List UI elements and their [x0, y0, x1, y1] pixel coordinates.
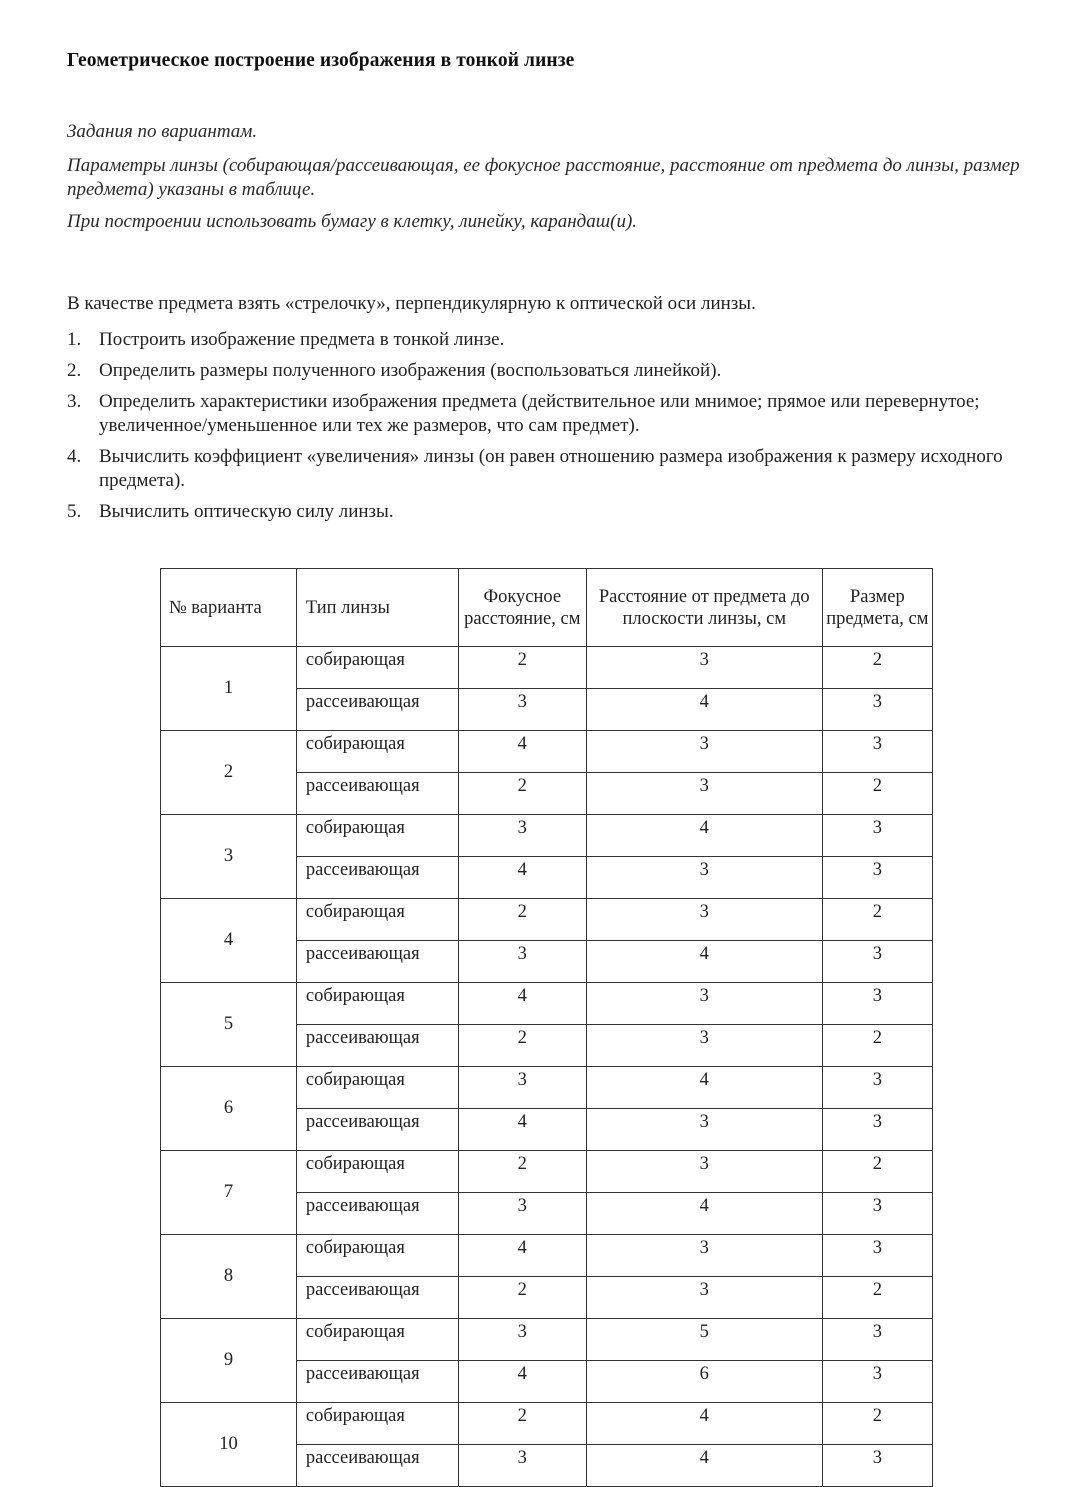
lens-type-cell: рассеивающая [296, 1445, 458, 1487]
variant-number-cell: 7 [161, 1151, 297, 1235]
table-row [161, 1067, 933, 1109]
object-size-cell: 3 [822, 731, 932, 773]
object-size-cell: 3 [822, 1445, 932, 1487]
task-text: Построить изображение предмета в тонкой линзе. [99, 329, 505, 350]
lens-type-cell: собирающая [296, 899, 458, 941]
header-variant: № варианта [161, 569, 297, 647]
focal-length-cell: 2 [458, 773, 586, 815]
table-row [161, 815, 933, 857]
lens-type-cell: собирающая [296, 1319, 458, 1361]
table-header-row [161, 569, 933, 647]
lead-paragraph: В качестве предмета взять «стрелочку», перпендикулярную к оптической оси линзы. [67, 293, 756, 314]
table-row [161, 1403, 933, 1445]
object-distance-cell: 4 [586, 1445, 822, 1487]
object-size-cell: 3 [822, 857, 932, 899]
object-distance-cell: 3 [586, 857, 822, 899]
variant-number-cell: 4 [161, 899, 297, 983]
task-text: Определить размеры полученного изображения (воспользоваться линейкой). [99, 360, 722, 381]
object-size-cell: 3 [822, 1361, 932, 1403]
task-text: Вычислить оптическую силу линзы. [99, 501, 394, 522]
object-distance-cell: 4 [586, 941, 822, 983]
lens-type-cell: собирающая [296, 1151, 458, 1193]
table-row [161, 899, 933, 941]
focal-length-cell: 3 [458, 1193, 586, 1235]
focal-length-cell: 4 [458, 1109, 586, 1151]
lens-type-cell: рассеивающая [296, 1025, 458, 1067]
task-item [67, 328, 1017, 352]
intro-line: При построении использовать бумагу в клетку, линейку, карандаш(и). [67, 211, 638, 232]
lens-type-cell: рассеивающая [296, 1109, 458, 1151]
lens-type-cell: рассеивающая [296, 1193, 458, 1235]
variant-number-cell: 3 [161, 815, 297, 899]
task-number: 2. [67, 360, 82, 381]
focal-length-cell: 3 [458, 941, 586, 983]
task-item [67, 359, 1017, 383]
table-row [161, 983, 933, 1025]
object-size-cell: 3 [822, 689, 932, 731]
lens-type-cell: собирающая [296, 647, 458, 689]
header-lens-type: Тип линзы [296, 569, 458, 647]
object-distance-cell: 6 [586, 1361, 822, 1403]
table-row [161, 1151, 933, 1193]
document-title: Геометрическое построение изображения в тонкой линзе [67, 50, 575, 71]
object-size-cell: 2 [822, 773, 932, 815]
lens-type-cell: собирающая [296, 1067, 458, 1109]
object-distance-cell: 3 [586, 899, 822, 941]
object-distance-cell: 3 [586, 647, 822, 689]
focal-length-cell: 2 [458, 647, 586, 689]
intro-line: Задания по вариантам. [67, 121, 258, 142]
table-row [161, 647, 933, 689]
focal-length-cell: 3 [458, 1445, 586, 1487]
lens-type-cell: рассеивающая [296, 773, 458, 815]
object-distance-cell: 3 [586, 1025, 822, 1067]
intro-line: Параметры линзы (собирающая/рассеивающая, ее фокусное расстояние, расстояние от предмета до линзы, размер предмета) указаны в таблице. [67, 155, 1020, 200]
header-object-distance: Расстояние от предмета до плоскости линзы, см [586, 569, 822, 647]
lens-type-cell: рассеивающая [296, 689, 458, 731]
focal-length-cell: 3 [458, 689, 586, 731]
header-focal-length: Фокусное расстояние, см [458, 569, 586, 647]
task-number: 4. [67, 446, 82, 467]
intro-block [67, 120, 1027, 242]
object-distance-cell: 4 [586, 1193, 822, 1235]
table-body [161, 647, 933, 1487]
focal-length-cell: 3 [458, 1319, 586, 1361]
variant-number-cell: 10 [161, 1403, 297, 1487]
lens-type-cell: собирающая [296, 1403, 458, 1445]
lens-type-cell: собирающая [296, 731, 458, 773]
object-distance-cell: 4 [586, 815, 822, 857]
object-size-cell: 3 [822, 941, 932, 983]
object-size-cell: 2 [822, 647, 932, 689]
focal-length-cell: 4 [458, 731, 586, 773]
variant-number-cell: 9 [161, 1319, 297, 1403]
table-row [161, 1235, 933, 1277]
header-object-size: Размер предмета, см [822, 569, 932, 647]
lens-type-cell: собирающая [296, 983, 458, 1025]
object-distance-cell: 5 [586, 1319, 822, 1361]
object-distance-cell: 3 [586, 1109, 822, 1151]
task-text: Определить характеристики изображения предмета (действительное или мнимое; прямое или перевернутое; увеличенное/уменьшенное или тех же размеров, что сам предмет). [99, 391, 980, 436]
task-item [67, 445, 1017, 493]
task-item [67, 500, 1017, 524]
focal-length-cell: 2 [458, 1151, 586, 1193]
object-distance-cell: 3 [586, 1235, 822, 1277]
object-distance-cell: 4 [586, 689, 822, 731]
object-size-cell: 3 [822, 815, 932, 857]
table-row [161, 1319, 933, 1361]
lens-type-cell: рассеивающая [296, 941, 458, 983]
lens-type-cell: собирающая [296, 1235, 458, 1277]
variant-number-cell: 1 [161, 647, 297, 731]
task-number: 3. [67, 391, 82, 412]
object-size-cell: 3 [822, 1319, 932, 1361]
lens-type-cell: рассеивающая [296, 1277, 458, 1319]
object-size-cell: 3 [822, 1235, 932, 1277]
object-distance-cell: 3 [586, 773, 822, 815]
object-size-cell: 2 [822, 1403, 932, 1445]
variant-number-cell: 8 [161, 1235, 297, 1319]
focal-length-cell: 4 [458, 1235, 586, 1277]
focal-length-cell: 2 [458, 1025, 586, 1067]
object-distance-cell: 3 [586, 983, 822, 1025]
variant-number-cell: 6 [161, 1067, 297, 1151]
table-row [161, 731, 933, 773]
focal-length-cell: 3 [458, 1067, 586, 1109]
object-distance-cell: 3 [586, 1277, 822, 1319]
object-distance-cell: 3 [586, 731, 822, 773]
object-distance-cell: 4 [586, 1403, 822, 1445]
object-size-cell: 3 [822, 1109, 932, 1151]
focal-length-cell: 4 [458, 1361, 586, 1403]
task-text: Вычислить коэффициент «увеличения» линзы (он равен отношению размера изображения к размеру исходного предмета). [99, 446, 1003, 491]
variants-table [160, 568, 933, 1487]
focal-length-cell: 2 [458, 1277, 586, 1319]
task-list [67, 328, 1017, 531]
task-item [67, 390, 1017, 438]
object-size-cell: 3 [822, 983, 932, 1025]
object-size-cell: 3 [822, 1067, 932, 1109]
object-size-cell: 2 [822, 1151, 932, 1193]
lens-type-cell: рассеивающая [296, 857, 458, 899]
object-size-cell: 2 [822, 1025, 932, 1067]
object-size-cell: 2 [822, 1277, 932, 1319]
task-number: 1. [67, 329, 82, 350]
focal-length-cell: 4 [458, 857, 586, 899]
object-distance-cell: 3 [586, 1151, 822, 1193]
lens-type-cell: рассеивающая [296, 1361, 458, 1403]
object-distance-cell: 4 [586, 1067, 822, 1109]
focal-length-cell: 4 [458, 983, 586, 1025]
object-size-cell: 2 [822, 899, 932, 941]
focal-length-cell: 2 [458, 899, 586, 941]
focal-length-cell: 3 [458, 815, 586, 857]
object-size-cell: 3 [822, 1193, 932, 1235]
variant-number-cell: 5 [161, 983, 297, 1067]
variant-number-cell: 2 [161, 731, 297, 815]
focal-length-cell: 2 [458, 1403, 586, 1445]
lens-type-cell: собирающая [296, 815, 458, 857]
task-number: 5. [67, 501, 82, 522]
